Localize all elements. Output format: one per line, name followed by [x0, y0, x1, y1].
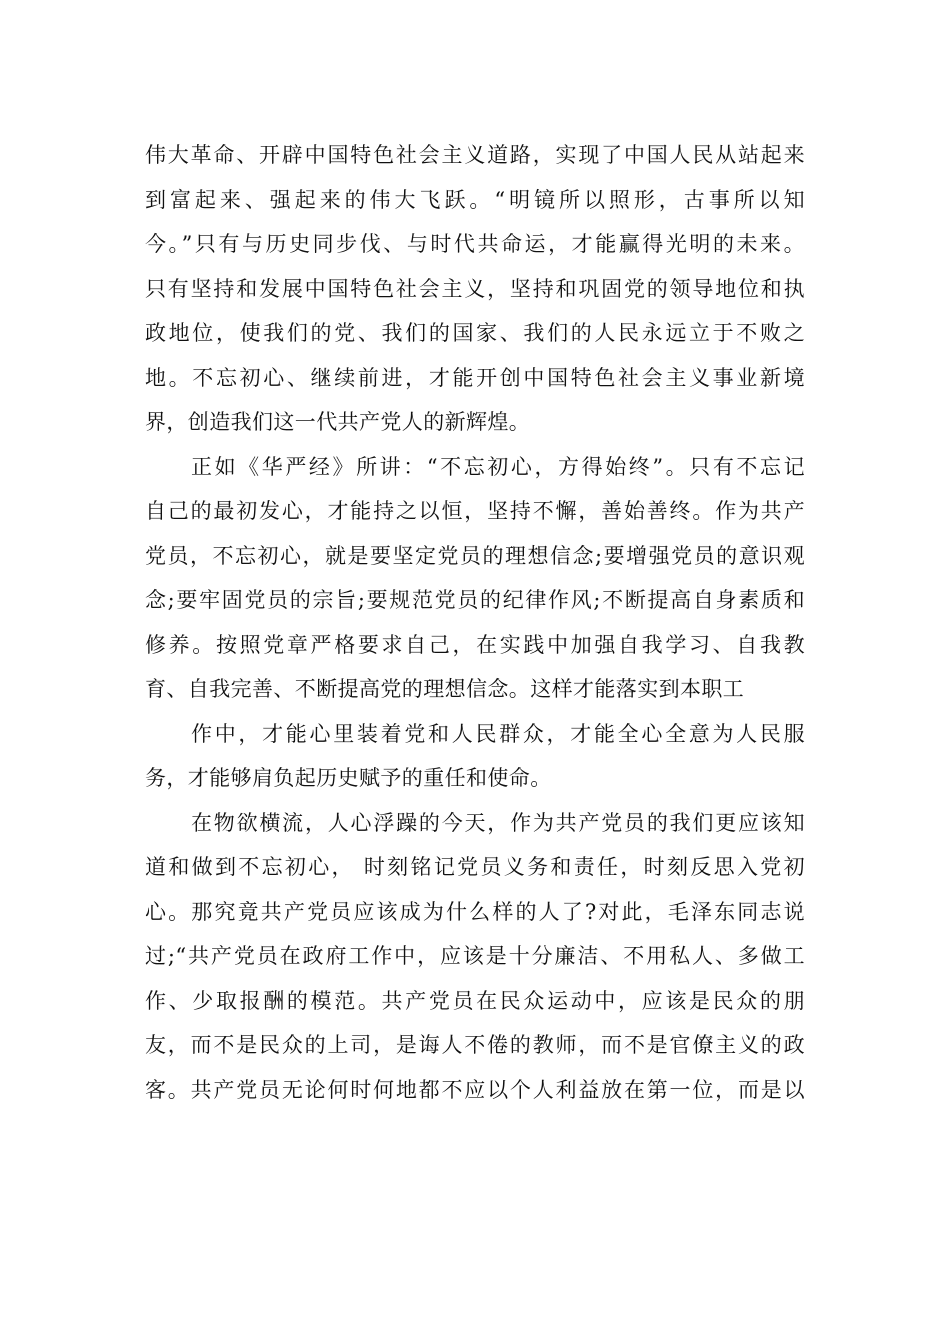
text-line: 在物欲横流，人心浮躁的今天，作为共产党员的我们更应该知 — [191, 810, 805, 835]
text-line: 正如《华严经》所讲：“不忘初心，方得始终”。只有不忘记 — [191, 454, 805, 479]
text-line: 友，而不是民众的上司，是诲人不倦的教师，而不是官僚主义的政 — [145, 1033, 805, 1057]
text-line: 伟大革命、开辟中国特色社会主义道路，实现了中国人民从站起来 — [145, 143, 805, 167]
text-line: 地。不忘初心、继续前进，才能开创中国特色社会主义事业新境 — [145, 365, 805, 390]
text-line: 今。”只有与历史同步伐、与时代共命运，才能赢得光明的未来。 — [145, 232, 805, 256]
text-line: 政地位，使我们的党、我们的国家、我们的人民永远立于不败之 — [145, 321, 805, 345]
text-line: 到富起来、强起来的伟大飞跃。“明镜所以照形，古事所以知 — [145, 187, 805, 212]
text-line: 作中，才能心里装着党和人民群众，才能全心全意为人民服 — [191, 721, 805, 746]
body-text — [145, 133, 805, 1112]
text-line: 心。那究竟共产党员应该成为什么样的人了?对此，毛泽东同志说 — [145, 899, 805, 924]
text-line: 只有坚持和发展中国特色社会主义，坚持和巩固党的领导地位和执 — [145, 276, 805, 301]
text-line: 务，才能够肩负起历史赋予的重任和使命。 — [145, 766, 552, 790]
text-line: 念;要牢固党员的宗旨;要规范党员的纪律作风;不断提高自身素质和 — [145, 588, 805, 612]
text-line: 育、自我完善、不断提高党的理想信念。这样才能落实到本职工 — [145, 677, 745, 701]
text-line: 道和做到不忘初心， 时刻铭记党员义务和责任，时刻反思入党初 — [145, 855, 805, 879]
text-line: 修养。按照党章严格要求自己，在实践中加强自我学习、自我教 — [145, 632, 805, 657]
text-line: 作、少取报酬的模范。共产党员在民众运动中，应该是民众的朋 — [145, 988, 805, 1013]
text-line: 党员，不忘初心，就是要坚定党员的理想信念;要增强党员的意识观 — [145, 543, 805, 568]
text-line: 界，创造我们这一代共产党人的新辉煌。 — [145, 410, 531, 434]
text-line: 过;“共产党员在政府工作中，应该是十分廉洁、不用私人、多做工 — [145, 944, 805, 968]
text-line: 自己的最初发心，才能持之以恒，坚持不懈，善始善终。作为共产 — [145, 499, 805, 523]
text-line: 客。共产党员无论何时何地都不应以个人利益放在第一位，而是以 — [145, 1077, 805, 1102]
